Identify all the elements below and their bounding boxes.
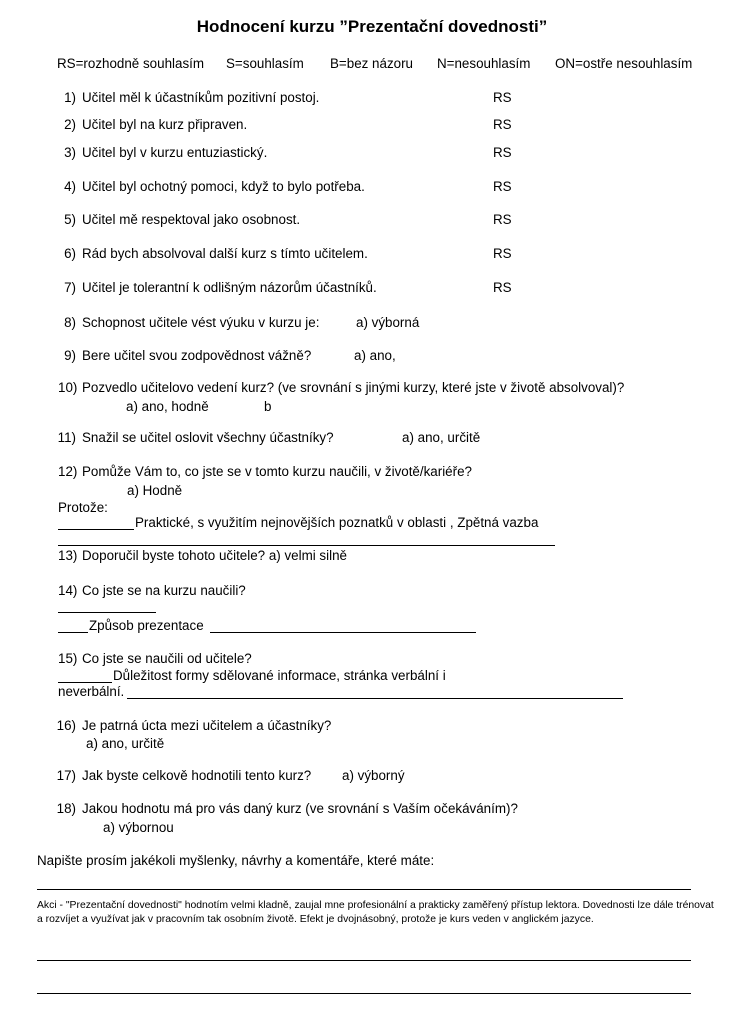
- question-15-answer: Důležitost formy sdělované informace, stránka verbální i: [113, 668, 446, 683]
- question-number: 3): [64, 145, 76, 160]
- answer-line: [127, 698, 623, 699]
- question-18: [52, 801, 692, 819]
- question-text: Je patrná úcta mezi učitelem a účastníky?: [82, 718, 332, 733]
- question-12-answer: a) Hodně: [127, 483, 183, 498]
- question-15-answer-cont: neverbální.: [58, 684, 125, 699]
- question-text: Učitel byl na kurz připraven.: [82, 117, 248, 132]
- question-6: [52, 246, 652, 264]
- question-answer: RS: [493, 90, 512, 105]
- question-answer: a) ano, určitě: [402, 430, 481, 445]
- question-16-answer: a) ano, určitě: [86, 736, 165, 751]
- question-answer: a) výborný: [342, 768, 405, 783]
- question-text: Pomůže Vám to, co jste se v tomto kurzu naučili, v životě/kariéře?: [82, 464, 472, 479]
- question-2: [52, 117, 652, 135]
- question-8: [52, 315, 652, 333]
- question-text: Co jste se na kurzu naučili?: [82, 583, 246, 598]
- question-11: [52, 430, 652, 448]
- question-answer: RS: [493, 280, 512, 295]
- legend-on: ON=ostře nesouhlasím: [555, 56, 693, 71]
- question-number: 14): [58, 583, 78, 598]
- question-text: Schopnost učitele vést výuku v kurzu je:: [82, 315, 320, 330]
- question-number: 15): [58, 651, 78, 666]
- question-number: 2): [64, 117, 76, 132]
- question-number: 12): [58, 464, 78, 479]
- question-number: 11): [57, 430, 76, 445]
- comments-prompt: Napište prosím jakékoli myšlenky, návrhy a komentáře, které máte:: [37, 853, 435, 868]
- question-answer: RS: [493, 117, 512, 132]
- question-number: 5): [64, 212, 76, 227]
- because-label: Protože:: [58, 500, 108, 515]
- comment-text: Akci - "Prezentační dovednosti" hodnotím velmi kladně, zaujal mne profesionální a prakticky zaměřený přístup lektora. Dovednosti lze dále trénovat a rozvíjet a využívat jak v pracovním tak osobním životě. Efekt je dvojnásobný, protože je kurs veden v anglickém jazyce.: [37, 900, 714, 925]
- legend-n: N=nesouhlasím: [437, 56, 531, 71]
- question-4: [52, 179, 652, 197]
- page-title: Hodnocení kurzu ”Prezentační dovednosti”: [196, 17, 548, 36]
- question-14-answer: Způsob prezentace: [89, 618, 204, 633]
- question-text: Učitel byl ochotný pomoci, když to bylo potřeba.: [82, 179, 365, 194]
- question-13: [52, 548, 652, 566]
- legend-rs: RS=rozhodně souhlasím: [57, 56, 205, 71]
- question-text: Doporučil byste tohoto učitele? a) velmi silně: [82, 548, 347, 563]
- question-text: Co jste se naučili od učitele?: [82, 651, 252, 666]
- question-text: Učitel měl k účastníkům pozitivní postoj.: [82, 90, 320, 105]
- legend-b: B=bez názoru: [330, 56, 414, 71]
- question-number: 4): [64, 179, 76, 194]
- question-number: 9): [64, 348, 76, 363]
- question-text: Jak byste celkově hodnotili tento kurz?: [82, 768, 312, 783]
- answer-line: [58, 682, 112, 683]
- answer-line: [58, 529, 134, 530]
- question-14: [52, 583, 652, 601]
- question-number: 7): [64, 280, 76, 295]
- question-1: [52, 90, 652, 108]
- question-number: 16): [56, 718, 76, 733]
- question-12: [52, 464, 692, 482]
- question-17: [52, 768, 652, 786]
- question-answer: a) ano, hodně: [126, 399, 209, 414]
- question-number: 13): [58, 548, 78, 563]
- legend-s: S=souhlasím: [226, 56, 304, 71]
- question-number: 6): [64, 246, 76, 261]
- question-number: 8): [64, 315, 76, 330]
- because-text: Praktické, s využitím nejnovějších poznatků v oblasti , Zpětná vazba: [135, 515, 539, 530]
- answer-line: [58, 545, 555, 546]
- question-text: Jakou hodnotu má pro vás daný kurz (ve srovnání s Vaším očekáváním)?: [82, 801, 518, 816]
- question-text: Rád bych absolvoval další kurz s tímto učitelem.: [82, 246, 368, 261]
- answer-line: [58, 612, 156, 613]
- question-9: [52, 348, 652, 366]
- question-15: [52, 651, 652, 669]
- question-answer: RS: [493, 179, 512, 194]
- question-18-answer: a) výbornou: [103, 820, 174, 835]
- comment-line: [37, 993, 691, 994]
- question-16: [52, 718, 652, 736]
- question-text: Učitel mě respektoval jako osobnost.: [82, 212, 301, 227]
- question-text: Pozvedlo učitelovo vedení kurz? (ve srovnání s jinými kurzy, které jste v životě absolvoval)?: [82, 380, 625, 395]
- question-text: Učitel je tolerantní k odlišným názorům účastníků.: [82, 280, 377, 295]
- question-number: 10): [58, 380, 78, 395]
- question-text: Bere učitel svou zodpovědnost vážně?: [82, 348, 312, 363]
- question-number: 17): [56, 768, 76, 783]
- comment-line: [37, 889, 691, 890]
- question-text: Snažil se učitel oslovit všechny účastníky?: [82, 430, 334, 445]
- question-5: [52, 212, 652, 230]
- question-number: 18): [56, 801, 76, 816]
- question-answer: RS: [493, 212, 512, 227]
- question-answer: a) výborná: [356, 315, 420, 330]
- answer-line: [210, 632, 476, 633]
- question-answer: RS: [493, 145, 512, 160]
- question-10: [52, 380, 692, 416]
- question-7: [52, 280, 652, 298]
- comment-line: [37, 960, 691, 961]
- question-text: Učitel byl v kurzu entuziastický.: [82, 145, 268, 160]
- question-answer-option-b: b: [264, 399, 272, 414]
- question-3: [52, 145, 652, 163]
- answer-line: [58, 632, 88, 633]
- question-number: 1): [64, 90, 76, 105]
- question-answer: RS: [493, 246, 512, 261]
- question-answer: a) ano,: [354, 348, 396, 363]
